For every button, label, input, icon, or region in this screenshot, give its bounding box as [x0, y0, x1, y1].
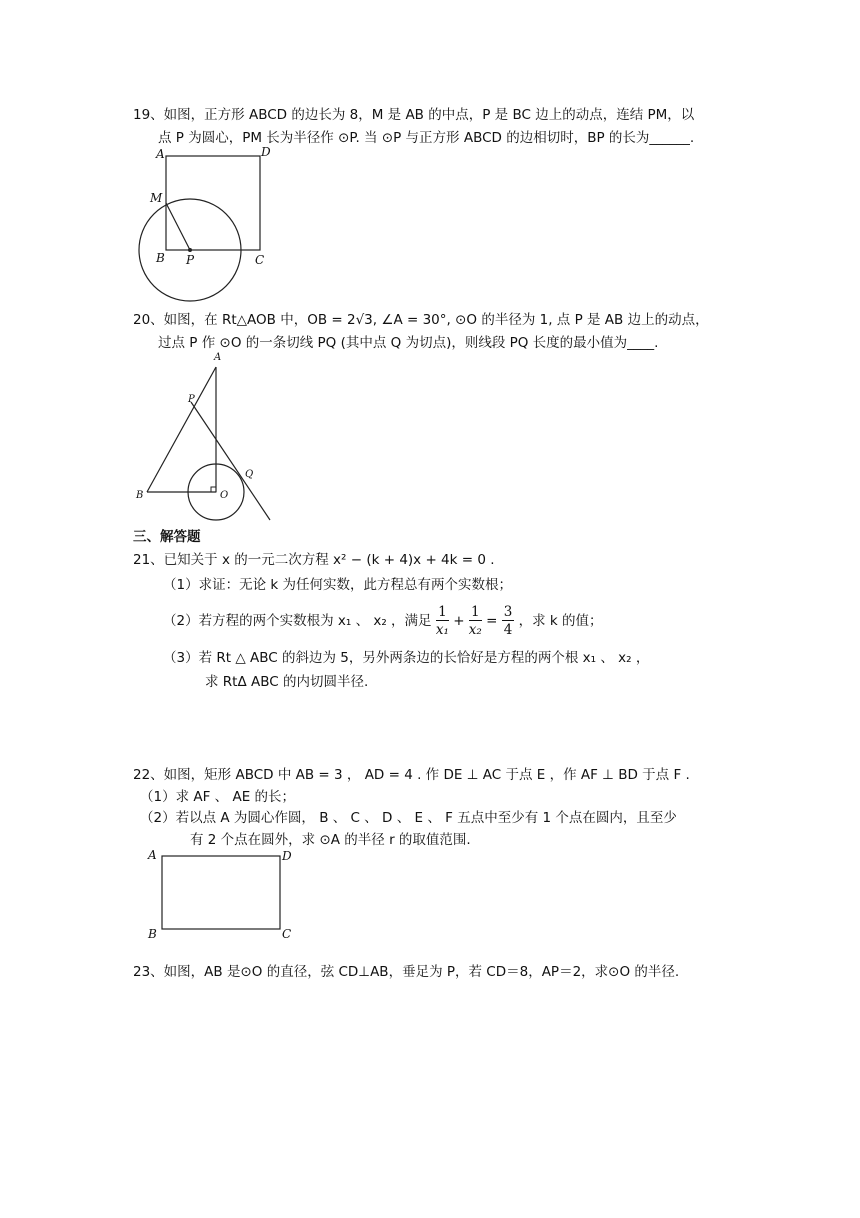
- q21-part3-line2: 求 RtΔ ABC 的内切圆半径.: [205, 674, 369, 690]
- q21-part2-suffix: ，求 k 的值；: [518, 613, 603, 629]
- q19-point-p: [188, 248, 192, 252]
- q22-part2-line1: （2）若以点 A 为圆心作圆， B 、 C 、 D 、 E 、 F 五点中至少有 1 个点在圆内，且至少: [140, 810, 677, 826]
- q20-figure: [130, 350, 275, 522]
- q22-rectangle: [162, 856, 280, 929]
- q22-part2-line2: 有 2 个点在圆外，求 ⊙A 的半径 r 的取值范围.: [190, 832, 471, 848]
- q20-side-ab: [147, 367, 216, 492]
- q19-label-c: C: [255, 253, 265, 267]
- q22-label-d: D: [282, 849, 292, 863]
- q22-part1: （1）求 AF 、 AE 的长；: [140, 789, 296, 805]
- q19-line1: 19、如图，正方形 ABCD 的边长为 8，M 是 AB 的中点，P 是 BC 边上的动点，连结 PM，以: [133, 107, 695, 123]
- q21-fraction-1-numerator: 1: [436, 604, 449, 621]
- q21-equals-sign: =: [486, 613, 498, 629]
- q21-part3-line1: （3）若 Rt △ ABC 的斜边为 5，另外两条边的长恰好是方程的两个根 x₁ 、 x₂ ，: [163, 650, 650, 666]
- q19-square: [166, 156, 260, 250]
- q19-label-a: A: [156, 147, 165, 161]
- q21-fraction-1: [436, 604, 449, 639]
- q19-label-b: B: [156, 251, 165, 265]
- q21-fraction-3: [502, 604, 515, 639]
- q21-fraction-2-denominator: x₂: [468, 621, 482, 638]
- q19-line2: 点 P 为圆心，PM 长为半径作 ⊙P. 当 ⊙P 与正方形 ABCD 的边相切时，BP 的长为______.: [158, 130, 695, 146]
- q21-fraction-2-numerator: 1: [469, 604, 482, 621]
- q21-line1: 21、已知关于 x 的一元二次方程 x² − (k + 4)x + 4k = 0 .: [133, 552, 495, 568]
- q20-line1: 20、如图，在 Rt△AOB 中，OB = 2√3, ∠A = 30°, ⊙O 的半径为 1, 点 P 是 AB 边上的动点，: [133, 312, 709, 328]
- q21-fraction-1-denominator: x₁: [435, 621, 449, 638]
- q20-line2: 过点 P 作 ⊙O 的一条切线 PQ (其中点 Q 为切点)，则线段 PQ 长度的最小值为____.: [158, 335, 659, 351]
- q19-label-d: D: [261, 145, 271, 159]
- q21-part2-prefix: （2）若方程的两个实数根为 x₁ 、 x₂ ，满足: [163, 613, 432, 629]
- q23-line1: 23、如图，AB 是⊙O 的直径，弦 CD⊥AB，垂足为 P，若 CD＝8，AP＝2，求⊙O 的半径.: [133, 964, 680, 980]
- q22-label-a: A: [148, 848, 157, 862]
- q20-label-a: A: [214, 352, 222, 363]
- section-heading-answers: 三、解答题: [133, 529, 201, 545]
- q22-figure: [140, 842, 300, 942]
- q19-label-p: P: [186, 253, 195, 267]
- q22-label-b: B: [148, 927, 157, 941]
- q21-part1: （1）求证：无论 k 为任何实数，此方程总有两个实数根；: [163, 577, 512, 593]
- q21-part2: [163, 600, 603, 642]
- q22-line1: 22、如图，矩形 ABCD 中 AB = 3 ， AD = 4 . 作 DE ⊥ AC 于点 E ，作 AF ⊥ BD 于点 F .: [133, 767, 690, 783]
- q20-label-q: Q: [245, 469, 254, 480]
- q20-label-o: O: [220, 490, 229, 501]
- q20-right-angle-mark: [211, 487, 216, 492]
- q21-fraction-3-numerator: 3: [503, 603, 513, 620]
- q21-fraction-2: [469, 604, 482, 639]
- q20-label-p: P: [188, 394, 195, 405]
- q19-label-m: M: [150, 191, 163, 205]
- q20-label-b: B: [136, 490, 144, 501]
- q19-segment-pm: [166, 203, 190, 250]
- q21-plus-sign: +: [453, 613, 465, 629]
- q20-tangent-pq: [191, 402, 270, 520]
- q19-figure: [130, 142, 271, 307]
- q22-label-c: C: [282, 927, 292, 941]
- q21-fraction-3-denominator: 4: [503, 621, 513, 638]
